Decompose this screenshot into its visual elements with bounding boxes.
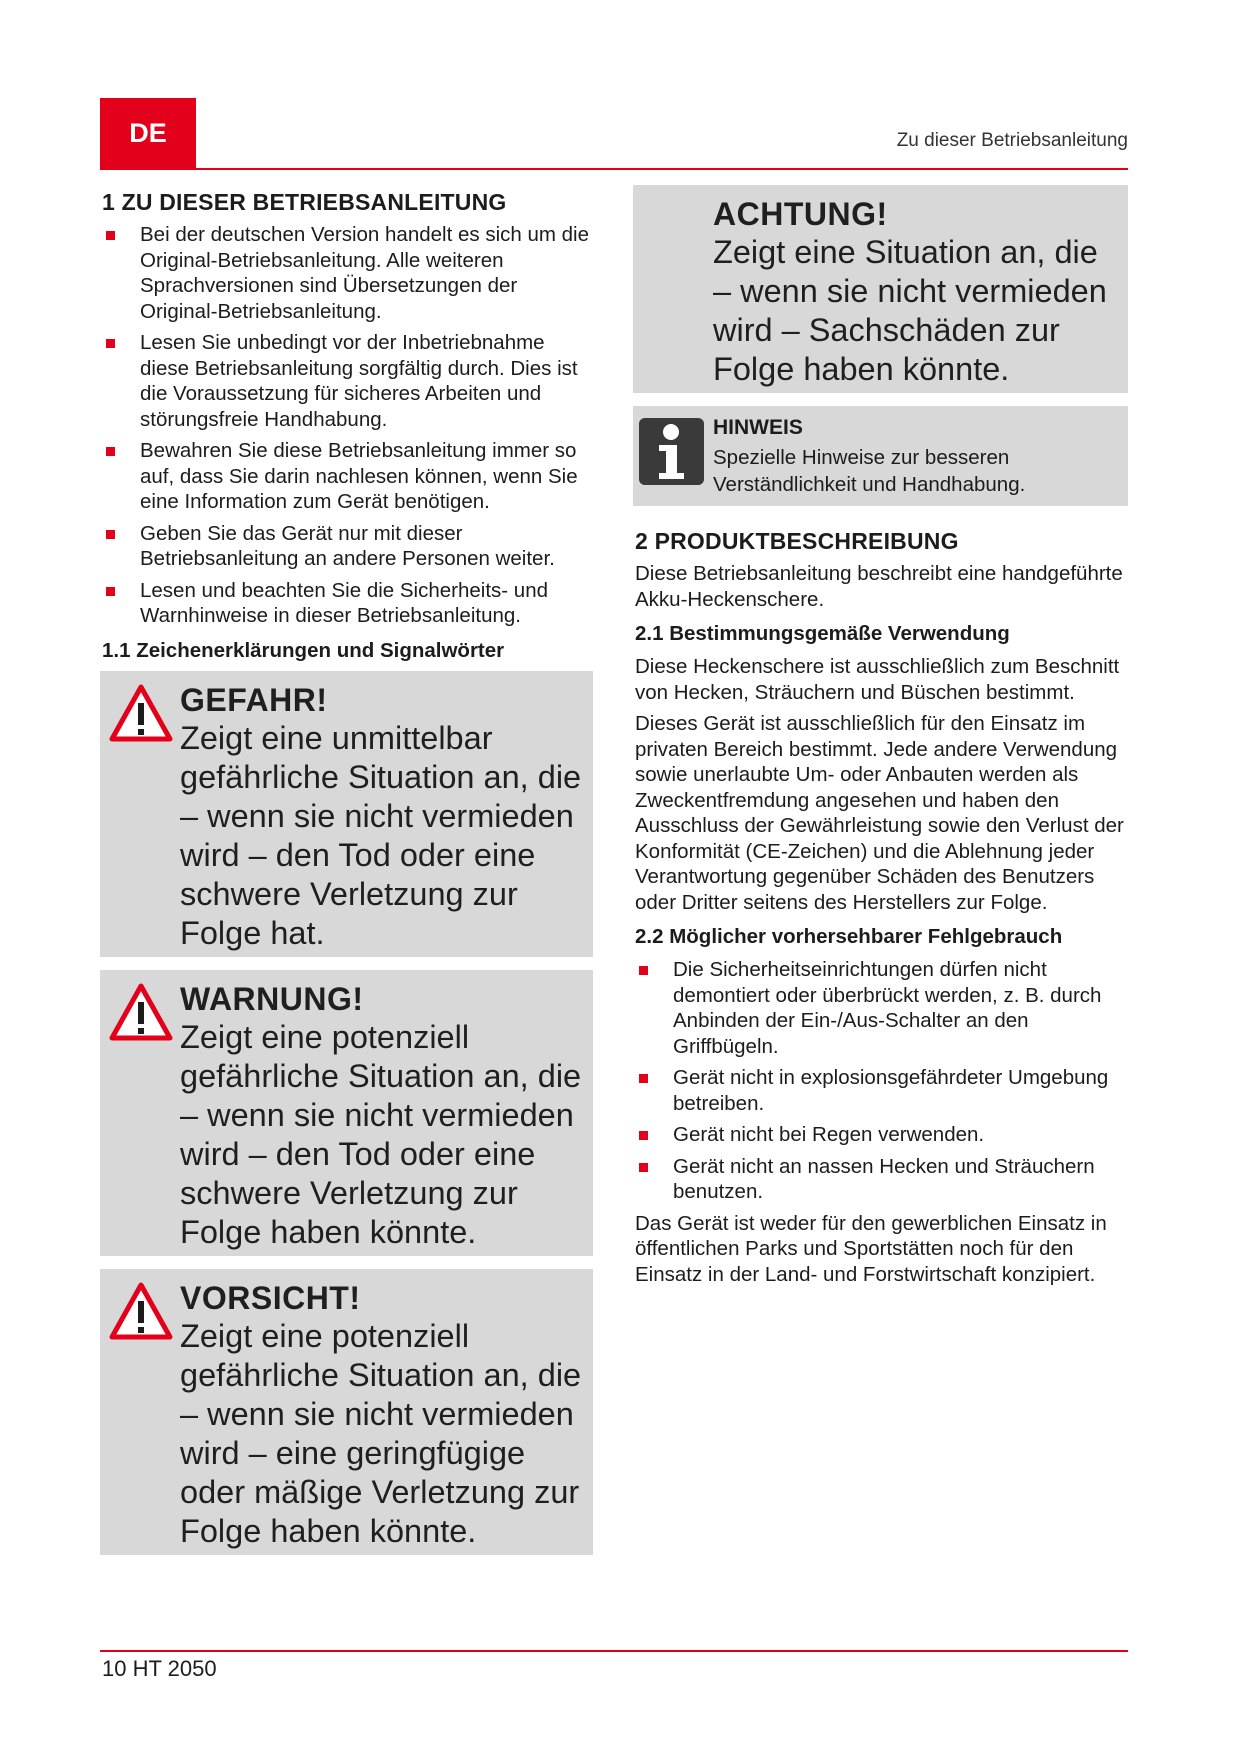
- gefahr-box: [100, 671, 593, 957]
- footer-divider: [100, 1650, 1128, 1652]
- header-title: Zu dieser Betriebsanleitung: [896, 130, 1128, 151]
- list-item: Gerät nicht in explosionsgefährdeter Umgebung betreiben.: [633, 1065, 1128, 1116]
- list-item: Gerät nicht bei Regen verwenden.: [633, 1122, 1128, 1148]
- section2-2-closing: Das Gerät ist weder für den gewerblichen Einsatz in öffentlichen Parks und Sportstätten noch für den Einsatz in der Land- und Forstwirtschaft konzipiert.: [635, 1211, 1107, 1286]
- list-item: Lesen und beachten Sie die Sicherheits- und Warnhinweise in dieser Betriebsanleitung.: [100, 578, 593, 629]
- info-icon: [639, 418, 704, 485]
- section2-1-paragraph: Diese Heckenschere ist ausschließlich zum Beschnitt von Hecken, Sträuchern und Büschen bestimmt.: [635, 655, 1120, 704]
- list-item: Gerät nicht an nassen Hecken und Sträuchern benutzen.: [633, 1154, 1128, 1205]
- header-divider: [100, 168, 1128, 170]
- warning-triangle-icon: [108, 1281, 174, 1343]
- hinweis-box: [633, 406, 1128, 506]
- gefahr-title: GEFAHR!: [180, 681, 328, 718]
- achtung-box: [633, 185, 1128, 393]
- hinweis-text: Spezielle Hinweise zur besseren Verständlichkeit und Handhabung.: [713, 446, 1026, 496]
- vorsicht-box: [100, 1269, 593, 1555]
- gefahr-text: Zeigt eine unmittelbar gefährliche Situation an, die – wenn sie nicht vermieden wird – den Tod oder eine schwere Verletzung zur Folge hat.: [180, 719, 582, 951]
- warning-triangle-icon: [108, 982, 174, 1044]
- right-column: [633, 185, 1128, 1293]
- list-item: Bewahren Sie diese Betriebsanleitung immer so auf, dass Sie darin nachlesen können, wenn Sie eine Information zum Gerät benötigen.: [100, 438, 593, 515]
- vorsicht-text: Zeigt eine potenziell gefährliche Situation an, die – wenn sie nicht vermieden wird – eine geringfügige oder mäßige Verletzung zur Folge haben könnte.: [180, 1317, 582, 1549]
- vorsicht-title: VORSICHT!: [180, 1279, 361, 1316]
- left-column: [100, 185, 593, 1568]
- section2-1-title: 2.1 Bestimmungsgemäße Verwendung: [635, 622, 1010, 645]
- warnung-text: Zeigt eine potenziell gefährliche Situation an, die – wenn sie nicht vermieden wird – den Tod oder eine schwere Verletzung zur Folge haben könnte.: [180, 1018, 582, 1250]
- language-tab: DE: [100, 98, 196, 168]
- section2-title: 2 PRODUKTBESCHREIBUNG: [635, 528, 959, 554]
- hinweis-title: HINWEIS: [713, 416, 803, 439]
- list-item: Geben Sie das Gerät nur mit dieser Betriebsanleitung an andere Personen weiter.: [100, 521, 593, 572]
- list-item: Bei der deutschen Version handelt es sich um die Original-Betriebsanleitung. Alle weiteren Sprachversionen sind Übersetzungen der Original-Betriebsanleitung.: [100, 222, 593, 324]
- list-item: Die Sicherheitseinrichtungen dürfen nicht demontiert oder überbrückt werden, z. B. durch Anbinden der Ein-/Aus-Schalter an den Griffbügeln.: [633, 957, 1128, 1059]
- list-item: Lesen Sie unbedingt vor der Inbetriebnahme diese Betriebsanleitung sorgfältig durch. Dies ist die Voraussetzung für sicheres Arbeiten und störungsfreie Handhabung.: [100, 330, 593, 432]
- warnung-title: WARNUNG!: [180, 980, 364, 1017]
- section2-intro: Diese Betriebsanleitung beschreibt eine handgeführte Akku-Heckenschere.: [635, 562, 1123, 611]
- page-footer: 10 HT 2050: [102, 1656, 217, 1681]
- section2-2-title: 2.2 Möglicher vorhersehbarer Fehlgebrauch: [635, 925, 1063, 948]
- section1-list: [100, 222, 593, 629]
- section1-1-title: 1.1 Zeichenerklärungen und Signalwörter: [102, 638, 505, 662]
- section2-1-paragraph: Dieses Gerät ist ausschließlich für den Einsatz im privaten Bereich bestimmt. Jede andere Verwendung sowie unerlaubte Um- oder Anbauten werden als Zweckentfremdung angesehen und haben den Ausschluss der Gewährleistung sowie den Verlust der Konformität (CE-Zeichen) und die Ablehnung jeder Verantwortung gegenüber Schäden des Benutzers oder Dritter seitens des Herstellers zur Folge.: [635, 712, 1124, 914]
- warnung-box: [100, 970, 593, 1256]
- warning-triangle-icon: [108, 683, 174, 745]
- section1-title: 1 ZU DIESER BETRIEBSANLEITUNG: [102, 189, 507, 215]
- achtung-text: Zeigt eine Situation an, die – wenn sie nicht vermieden wird – Sachschäden zur Folge haben könnte.: [713, 234, 1107, 387]
- achtung-title: ACHTUNG!: [713, 196, 888, 232]
- section2-2-list: [633, 957, 1128, 1205]
